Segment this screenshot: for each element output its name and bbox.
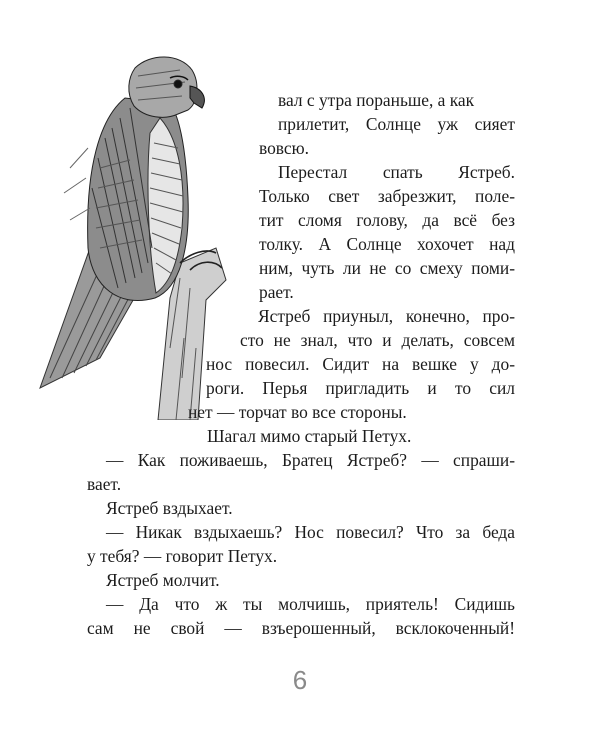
text-line-13: роги. Перья пригладить и то сил bbox=[206, 378, 515, 398]
text-line-3: вовсю. bbox=[259, 138, 309, 158]
text-line-5: Только свет забрезжит, поле- bbox=[259, 186, 515, 206]
text-line-9: рает. bbox=[259, 282, 294, 302]
text-line-15: Шагал мимо старый Петух. bbox=[207, 426, 412, 446]
text-line-8: ним, чуть ли не со смеху поми- bbox=[259, 258, 515, 278]
text-line-10: Ястреб приуныл, конечно, про- bbox=[258, 306, 515, 326]
text-line-23: сам не свой — взъерошенный, всклокоченный! bbox=[87, 618, 515, 638]
text-line-12: нос повесил. Сидит на вешке у до- bbox=[206, 354, 515, 374]
text-line-19: — Никак вздыхаешь? Нос повесил? Что за беда bbox=[106, 522, 515, 542]
text-line-6: тит сломя голову, да всё без bbox=[259, 210, 515, 230]
text-line-1: вал с утра пораньше, а как bbox=[278, 90, 475, 110]
page-number: 6 bbox=[292, 665, 308, 695]
text-line-20: у тебя? — говорит Петух. bbox=[87, 546, 278, 566]
text-line-11: сто не знал, что и делать, совсем bbox=[240, 330, 515, 350]
text-line-4: Перестал спать Ястреб. bbox=[278, 162, 515, 182]
text-line-17: вает. bbox=[87, 474, 122, 494]
text-line-7: толку. А Солнце хохочет над bbox=[259, 234, 515, 254]
text-line-21: Ястреб молчит. bbox=[106, 570, 220, 590]
text-line-2: прилетит, Солнце уж сияет bbox=[278, 114, 515, 134]
text-line-14: нет — торчат во все стороны. bbox=[188, 402, 407, 422]
text-line-22: — Да что ж ты молчишь, приятель! Сидишь bbox=[106, 594, 515, 614]
text-line-18: Ястреб вздыхает. bbox=[106, 498, 233, 518]
text-line-16: — Как поживаешь, Братец Ястреб? — спраши- bbox=[106, 450, 515, 470]
